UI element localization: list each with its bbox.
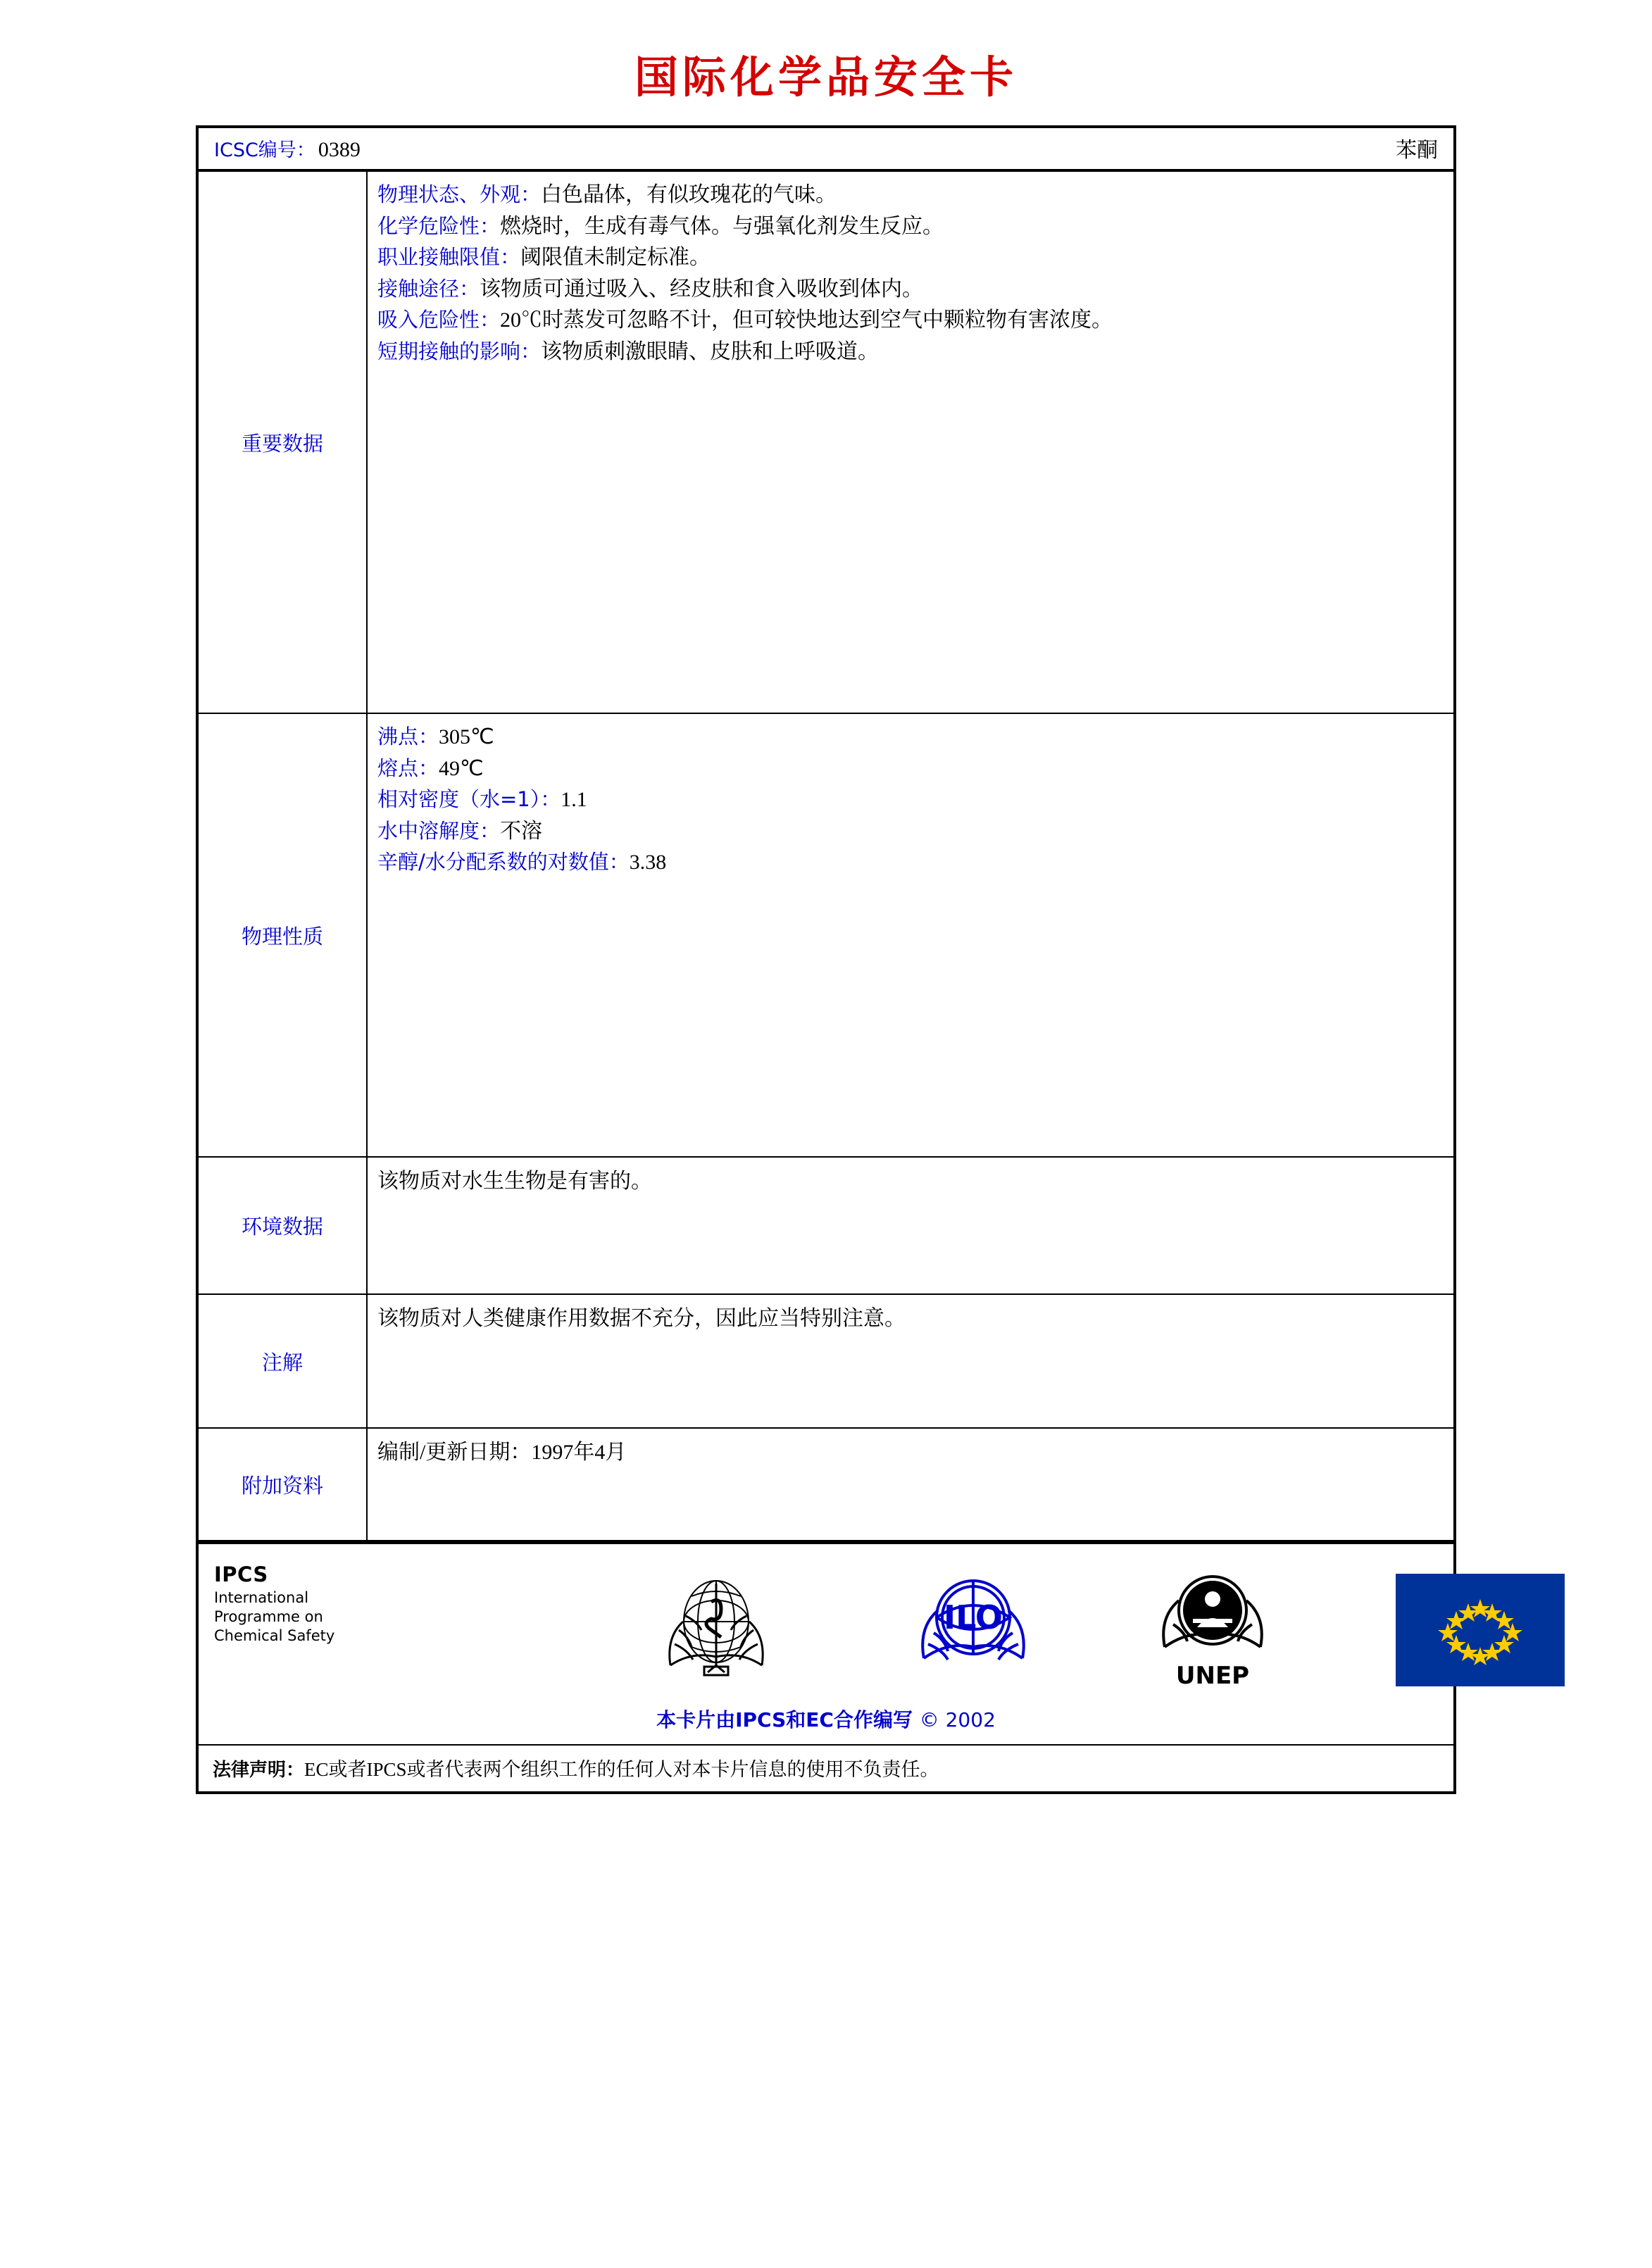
entry-key: 辛醇/水分配系数的对数值： bbox=[377, 850, 630, 875]
entry-value: 该物质刺激眼睛、皮肤和上呼吸道。 bbox=[541, 339, 880, 363]
footer-credit bbox=[199, 1705, 1453, 1733]
ipcs-fullname-line1: International bbox=[214, 1589, 309, 1606]
who-logo-icon bbox=[649, 1560, 783, 1686]
legal-notice bbox=[199, 1746, 1453, 1791]
safety-card bbox=[196, 125, 1456, 1794]
entry-occupational-exposure-limits bbox=[377, 243, 1444, 273]
entry-key: 化学危险性： bbox=[377, 213, 501, 238]
substance-name: 苯酮 bbox=[1396, 139, 1438, 162]
entry-value: 3.38 bbox=[629, 851, 667, 875]
svg-text:ILO: ILO bbox=[944, 1598, 1003, 1636]
entry-key: 熔点： bbox=[377, 756, 439, 780]
section-label-notes: 注解 bbox=[199, 1295, 368, 1427]
section-environmental-data bbox=[199, 1158, 1453, 1295]
entry-relative-density bbox=[377, 785, 1444, 815]
svg-text:UNEP: UNEP bbox=[1175, 1662, 1250, 1690]
unep-logo-icon bbox=[1142, 1560, 1283, 1693]
ipcs-acronym: IPCS bbox=[214, 1562, 268, 1586]
section-label-physical-properties: 物理性质 bbox=[199, 714, 368, 1156]
entry-key: 吸入危险性： bbox=[377, 308, 501, 332]
environmental-data-text: 该物质对水生生物是有害的。 bbox=[377, 1170, 652, 1193]
section-body-physical-properties bbox=[368, 714, 1453, 1156]
notes-text: 该物质对人类健康作用数据不充分，因此应当特别注意。 bbox=[377, 1307, 906, 1330]
entry-boiling-point bbox=[377, 722, 1444, 753]
ipcs-fullname-line3: Chemical Safety bbox=[214, 1627, 335, 1644]
section-body-environmental-data bbox=[368, 1158, 1453, 1293]
section-body-notes bbox=[368, 1295, 1453, 1427]
entry-key: 水中溶解度： bbox=[377, 818, 501, 843]
entry-routes-of-exposure bbox=[377, 275, 1444, 305]
entry-value: 阈限值未制定标准。 bbox=[520, 246, 711, 270]
section-label-important-data: 重要数据 bbox=[199, 172, 368, 713]
entry-value: 该物质可通过吸入、经皮肤和食入吸收到体内。 bbox=[480, 277, 924, 301]
entry-key: 沸点： bbox=[377, 725, 439, 748]
ipcs-wordmark bbox=[214, 1562, 334, 1646]
legal-notice-text: EC或者IPCS或者代表两个组织工作的任何人对本卡片信息的使用不负责任。 bbox=[304, 1759, 939, 1780]
footer-copyright: © 2002 bbox=[919, 1708, 996, 1731]
additional-info-text: 编制/更新日期：1997年4月 bbox=[377, 1441, 627, 1464]
entry-value: 305℃ bbox=[439, 725, 494, 748]
entry-value: 燃烧时，生成有毒气体。与强氧化剂发生反应。 bbox=[500, 214, 944, 238]
entry-key: 短期接触的影响： bbox=[377, 339, 542, 363]
entry-key: 物理状态、外观： bbox=[377, 182, 542, 206]
entry-value: 49℃ bbox=[439, 756, 484, 780]
icsc-number-value: 0389 bbox=[318, 137, 361, 161]
entry-key: 接触途径： bbox=[377, 276, 480, 301]
section-label-environmental-data: 环境数据 bbox=[199, 1158, 368, 1293]
section-notes bbox=[199, 1295, 1453, 1429]
section-important-data bbox=[199, 172, 1453, 714]
eu-flag-icon bbox=[1396, 1574, 1565, 1686]
entry-log-pow bbox=[377, 848, 1444, 878]
entry-value: 不溶 bbox=[500, 819, 543, 843]
section-physical-properties bbox=[199, 714, 1453, 1158]
legal-notice-label: 法律声明： bbox=[213, 1760, 305, 1781]
entry-short-term-exposure-effects bbox=[377, 337, 1444, 368]
page-title: 国际化学品安全卡 bbox=[634, 51, 1018, 103]
icsc-number-group bbox=[214, 134, 361, 162]
entry-chemical-dangers bbox=[377, 212, 1444, 242]
entry-value: 1.1 bbox=[561, 788, 587, 812]
entry-value: 20℃时蒸发可忽略不计，但可较快地达到空气中颗粒物有害浓度。 bbox=[500, 308, 1113, 332]
entry-water-solubility bbox=[377, 817, 1444, 847]
entry-key: 相对密度（水=1）： bbox=[377, 787, 561, 812]
entry-melting-point bbox=[377, 754, 1444, 784]
ipcs-fullname bbox=[214, 1589, 334, 1646]
ipcs-fullname-line2: Programme on bbox=[214, 1608, 323, 1625]
section-additional-info bbox=[199, 1429, 1453, 1541]
ilo-logo-icon bbox=[903, 1560, 1044, 1686]
section-label-additional-info: 附加资料 bbox=[199, 1429, 368, 1540]
entry-physical-state bbox=[377, 180, 1444, 211]
entry-inhalation-risk bbox=[377, 306, 1444, 336]
icsc-number-label: ICSC编号： bbox=[214, 139, 315, 161]
entry-value: 白色晶体，有似玫瑰花的气味。 bbox=[541, 183, 837, 206]
section-body-important-data bbox=[368, 172, 1453, 713]
section-body-additional-info bbox=[368, 1429, 1453, 1540]
entry-key: 职业接触限值： bbox=[377, 245, 521, 270]
footer-logos-band bbox=[199, 1541, 1453, 1746]
card-header bbox=[199, 128, 1453, 172]
footer-credit-text: 本卡片由IPCS和EC合作编写 bbox=[656, 1708, 913, 1731]
